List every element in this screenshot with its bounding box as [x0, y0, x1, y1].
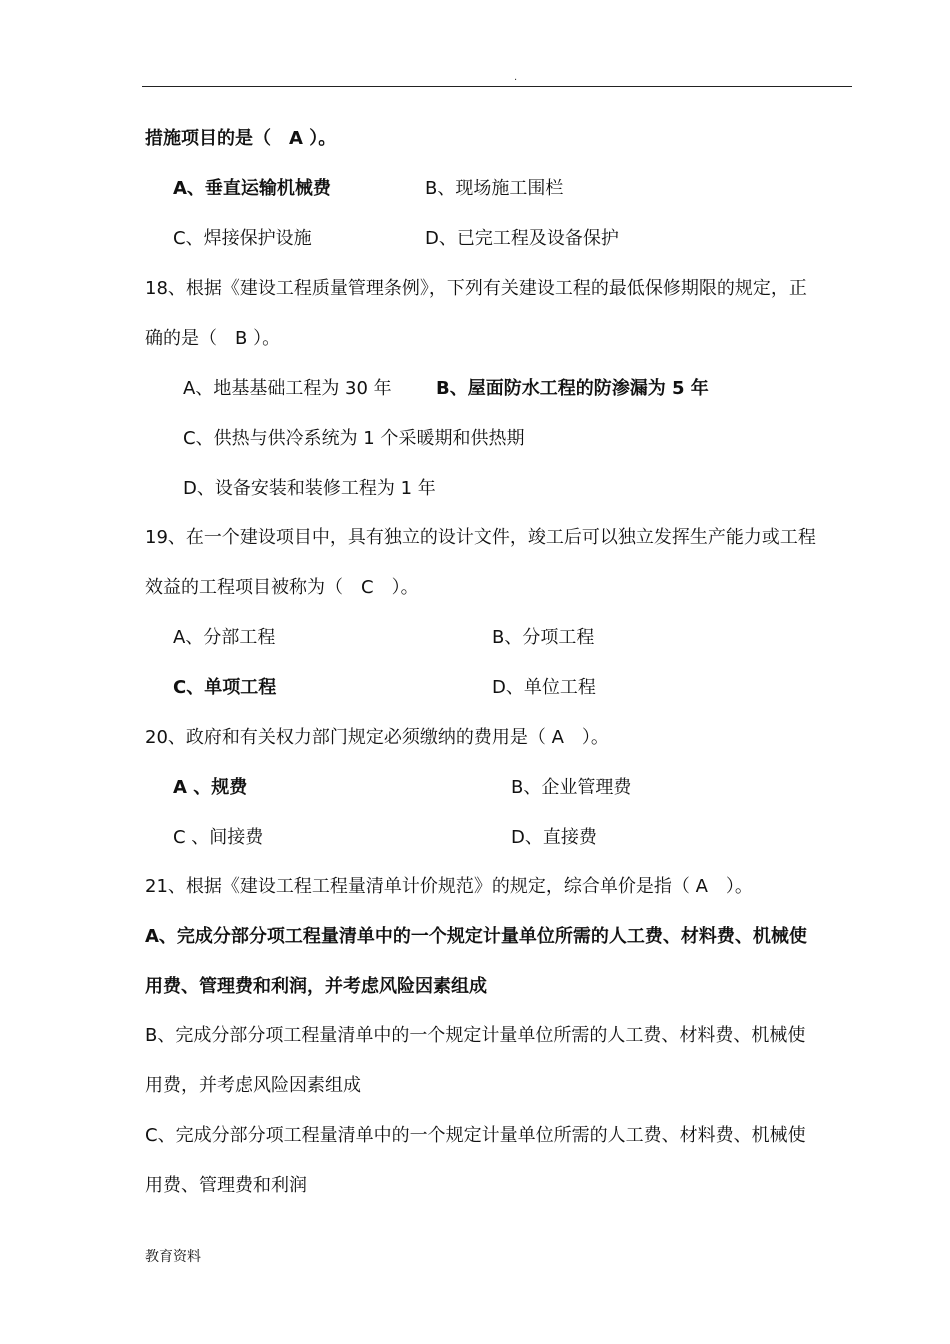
q19-option-d: D、单位工程	[492, 677, 596, 698]
q18-option-d: D、设备安装和装修工程为 1 年	[183, 478, 436, 499]
q21-option-b-line2: 用费，并考虑风险因素组成	[145, 1075, 361, 1096]
q19-option-c: C、单项工程	[173, 677, 277, 698]
q21-option-b-line1: B、完成分部分项工程量清单中的一个规定计量单位所需的人工费、材料费、机械使	[145, 1025, 806, 1046]
question-20-stem: 20、政府和有关权力部门规定必须缴纳的费用是（ A ）。	[145, 727, 609, 748]
header-mark: .	[514, 72, 518, 83]
question-18-stem-line1: 18、根据《建设工程质量管理条例》，下列有关建设工程的最低保修期限的规定，正	[145, 278, 807, 299]
q19-option-b: B、分项工程	[492, 627, 595, 648]
q21-option-a-line2: 用费、管理费和利润，并考虑风险因素组成	[145, 976, 487, 997]
q17-option-c: C、焊接保护设施	[173, 228, 312, 249]
q21-option-a-line1: A、完成分部分项工程量清单中的一个规定计量单位所需的人工费、材料费、机械使	[145, 926, 807, 947]
q18-option-a: A、地基基础工程为 30 年	[183, 378, 392, 399]
question-17-stem-end: 措施项目的是（ A ）。	[145, 128, 337, 149]
q21-option-c-line2: 用费、管理费和利润	[145, 1175, 307, 1196]
q19-option-a: A、分部工程	[173, 627, 276, 648]
question-18-stem-line2: 确的是（ B ）。	[145, 328, 281, 349]
question-19-stem-line1: 19、在一个建设项目中，具有独立的设计文件，竣工后可以独立发挥生产能力或工程	[145, 527, 816, 548]
q17-option-a: A、垂直运输机械费	[173, 178, 331, 199]
q17-option-d: D、已完工程及设备保护	[425, 228, 619, 249]
footer-label: 教育资料	[145, 1249, 201, 1265]
q20-option-a: A 、规费	[173, 777, 248, 798]
q18-option-b: B、屋面防水工程的防渗漏为 5 年	[436, 378, 709, 399]
q18-option-c: C、供热与供冷系统为 1 个采暖期和供热期	[183, 428, 525, 449]
q20-option-c: C 、间接费	[173, 827, 264, 848]
q20-option-d: D、直接费	[511, 827, 597, 848]
q21-option-c-line1: C、完成分部分项工程量清单中的一个规定计量单位所需的人工费、材料费、机械使	[145, 1125, 806, 1146]
question-21-stem: 21、根据《建设工程工程量清单计价规范》的规定，综合单价是指（ A ）。	[145, 876, 753, 897]
question-19-stem-line2: 效益的工程项目被称为（ C ）。	[145, 577, 419, 598]
q17-option-b: B、现场施工围栏	[425, 178, 564, 199]
header-rule	[142, 86, 852, 87]
q20-option-b: B、企业管理费	[511, 777, 632, 798]
